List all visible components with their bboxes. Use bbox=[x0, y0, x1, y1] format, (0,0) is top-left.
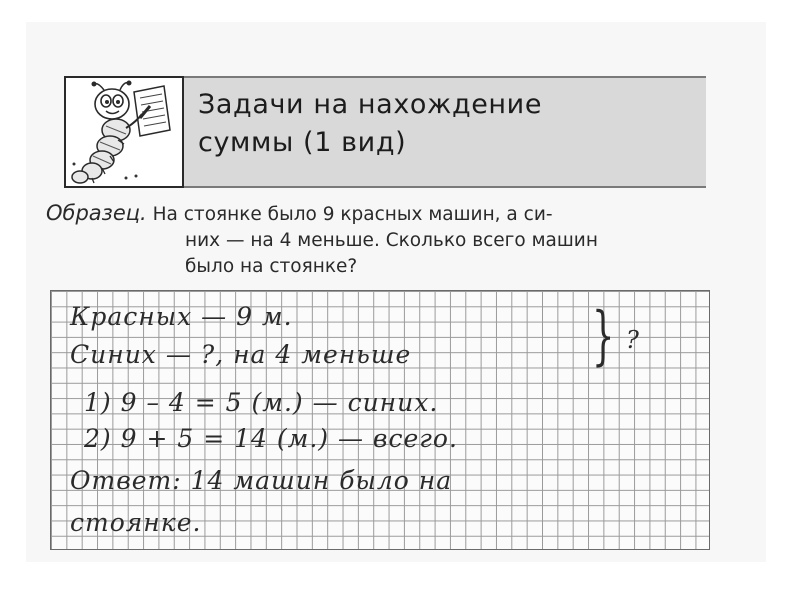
sample-line-2: них — на 4 меньше. Сколько всего машин bbox=[185, 230, 598, 251]
solution-step-1: 1) 9 – 4 = 5 (м.) — синих. bbox=[84, 388, 439, 417]
title-line-1: Задачи на нахождение bbox=[198, 89, 543, 120]
title-line-2: суммы (1 вид) bbox=[198, 127, 407, 158]
solution-step-2: 2) 9 + 5 = 14 (м.) — всего. bbox=[84, 424, 458, 453]
sample-label: Образец. bbox=[46, 201, 147, 225]
answer-line-2: стоянке. bbox=[70, 508, 202, 537]
sample-line-1-text: На стоянке было 9 красных машин, а си- bbox=[152, 204, 553, 225]
grouping-brace: } bbox=[592, 299, 615, 373]
answer-line-1: Ответ: 14 машин было на bbox=[70, 466, 453, 495]
mascot-illustration bbox=[64, 76, 184, 188]
sample-line-3: было на стоянке? bbox=[185, 256, 358, 277]
sample-problem bbox=[46, 200, 726, 280]
question-mark: ? bbox=[626, 326, 639, 354]
solution-line-blue: Синих — ?, на 4 меньше bbox=[70, 340, 412, 369]
mascot-drawing bbox=[66, 78, 182, 186]
solution-line-red: Красных — 9 м. bbox=[70, 302, 293, 331]
sample-line-1 bbox=[46, 200, 726, 228]
page-title bbox=[198, 86, 698, 162]
